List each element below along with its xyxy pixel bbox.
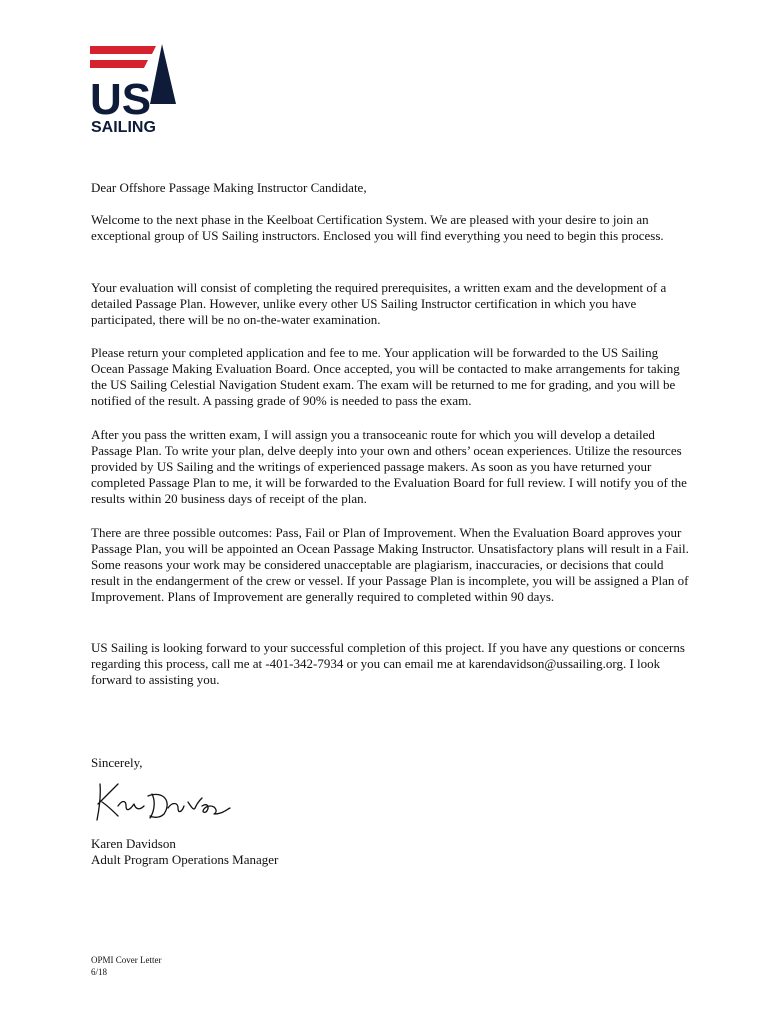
logo-red-stripe bbox=[90, 46, 156, 54]
footer-date: 6/18 bbox=[91, 967, 108, 977]
footer-doc-name: OPMI Cover Letter bbox=[91, 955, 162, 965]
logo-us-text: US bbox=[90, 75, 152, 124]
logo-sail bbox=[150, 44, 176, 104]
paragraph-evaluation: Your evaluation will consist of completing the required prerequisites, a written exam and the development of a detailed Passage Plan. However, unlike every other US Sailing Instructor certification in which you have participated, there will be no on-the-water examination. bbox=[91, 280, 667, 327]
logo-red-stripe bbox=[90, 60, 148, 68]
signer-name: Karen Davidson bbox=[91, 836, 176, 851]
logo-sailing-text: SAILING bbox=[91, 119, 156, 136]
paragraph-outcomes: There are three possible outcomes: Pass, Fail or Plan of Improvement. When the Evaluation Board approves your Passage Plan, you will be appointed an Ocean Passage Making Instructor. Unsatisfactory plans will result in a Fail. Some reasons your work may be considered unacceptable are plagiarism, inaccuracies, or decisions that could result in the endangerment of the crew or vessel. If your Passage Plan is incomplete, you will be assigned a Plan of Improvement. Plans of Improvement are generally required to completed within 90 days. bbox=[91, 525, 689, 604]
greeting: Dear Offshore Passage Making Instructor Candidate, bbox=[91, 180, 367, 195]
footer bbox=[91, 954, 161, 978]
paragraph-application: Please return your completed application and fee to me. Your application will be forwarded to the US Sailing Ocean Passage Making Evaluation Board. Once accepted, you will be contacted to make arrangements for taking the US Sailing Celestial Navigation Student exam. The exam will be returned to me for grading, and you will be notified of the result. A passing grade of 90% is needed to pass the exam. bbox=[91, 345, 680, 408]
paragraph-welcome: Welcome to the next phase in the Keelboat Certification System. We are pleased with your desire to join an exceptional group of US Sailing instructors. Enclosed you will find everything you need to begin this process. bbox=[91, 212, 664, 243]
paragraph-closing-remarks: US Sailing is looking forward to your successful completion of this project. If you have any questions or concerns regarding this process, call me at -401-342-7934 or you can email me at karendavidson@ussailing.org. I look forward to assisting you. bbox=[91, 640, 685, 687]
us-sailing-logo bbox=[90, 44, 180, 136]
paragraph-passage-plan: After you pass the written exam, I will assign you a transoceanic route for which you will develop a detailed Passage Plan. To write your plan, delve deeply into your own and others’ ocean experiences. Utilize the resources provided by US Sailing and the writings of experienced passage makers. As soon as you have returned your completed Passage Plan to me, it will be forwarded to the Evaluation Board for full review. I will notify you of the results within 20 business days of receipt of the plan. bbox=[91, 427, 687, 506]
closing-salutation: Sincerely, bbox=[91, 755, 143, 770]
handwritten-signature bbox=[92, 776, 232, 826]
signer-title: Adult Program Operations Manager bbox=[91, 852, 279, 867]
